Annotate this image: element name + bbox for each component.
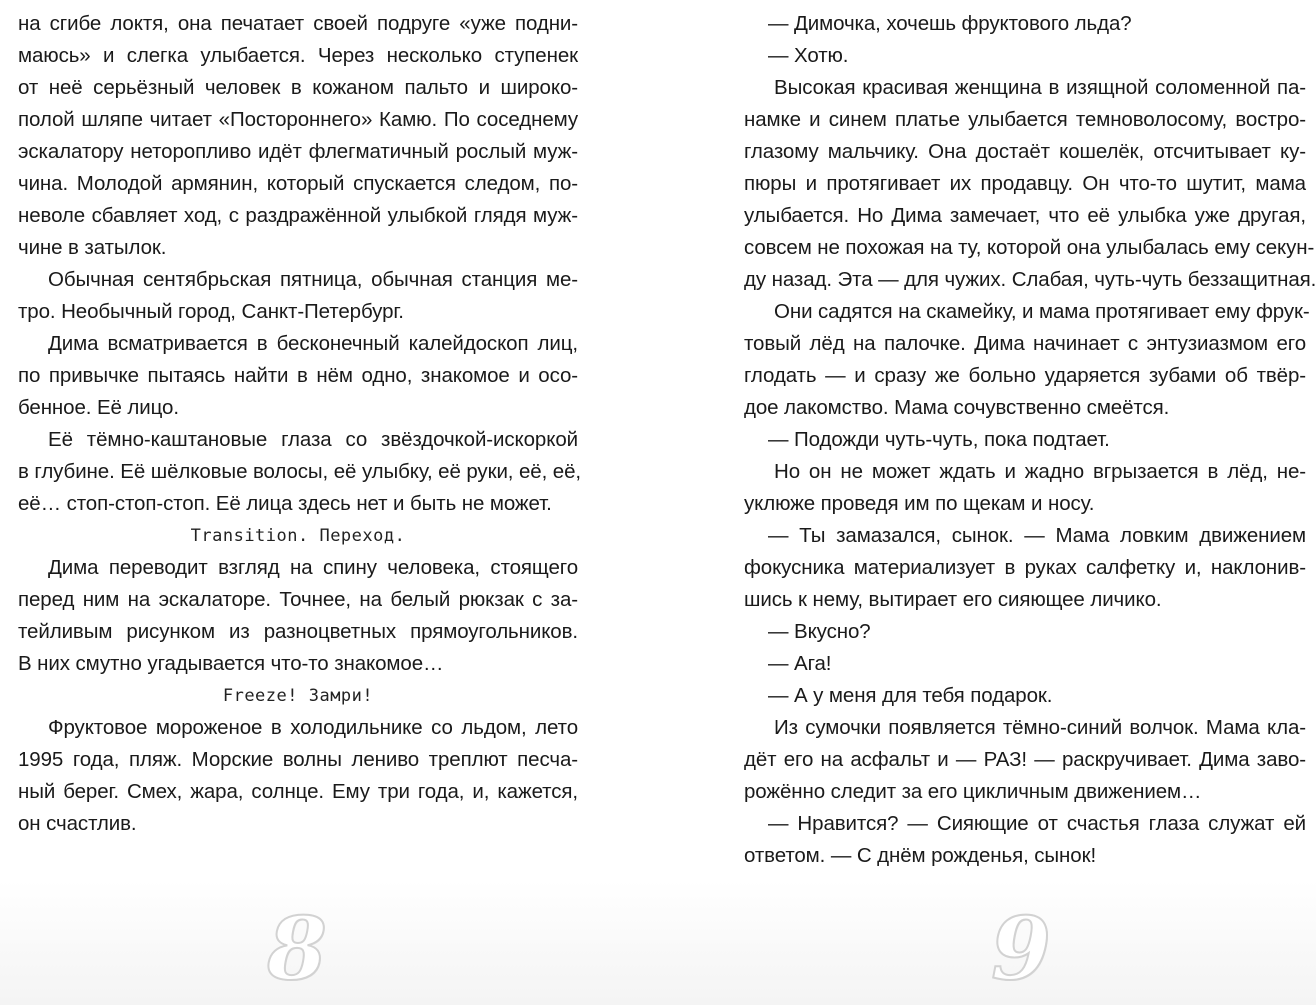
text-line: тро. Необычный город, Санкт-Петербург. xyxy=(18,300,404,323)
text-line: Дима переводит взгляд на спину человека, стоящего xyxy=(48,556,578,579)
text-line: дёт его на асфальт и — РАЗ! — раскручивает. Дима заво- xyxy=(744,748,1306,771)
text-line: Её тёмно-каштановые глаза со звёздочкой-искоркой xyxy=(48,428,578,451)
text-line: намке и синем платье улыбается темноволосому, востро- xyxy=(744,108,1306,131)
text-line: ответом. — С днём рожденья, сынок! xyxy=(744,844,1097,867)
text-line: маюсь» и слегка улыбается. Через несколько ступенек xyxy=(18,44,578,67)
text-line: совсем не похожая на ту, которой она улыбалась ему секун- xyxy=(744,236,1315,259)
text-line: ный берег. Смех, жара, солнце. Ему три года, и, кажется, xyxy=(18,780,578,803)
right-page-text xyxy=(744,8,1316,872)
text-line: глазому мальчику. Она достаёт кошелёк, отсчитывает ку- xyxy=(744,140,1306,163)
page-number-left: 8 xyxy=(267,899,327,1000)
text-line: дое лакомство. Мама сочувственно смеётся. xyxy=(744,396,1170,419)
dialogue-line: — Подожди чуть-чуть, пока подтает. xyxy=(768,428,1110,451)
text-line: перед ним на эскалаторе. Точнее, на белый рюкзак с за- xyxy=(18,588,578,611)
text-line: Дима всматривается в бесконечный калейдоскоп лиц, xyxy=(48,332,578,355)
text-line: улыбается. Но Дима замечает, что её улыбка уже другая, xyxy=(744,204,1306,227)
dialogue-line: — Ты замазался, сынок. — Мама ловким движением xyxy=(768,524,1306,547)
text-line: бенное. Её лицо. xyxy=(18,396,179,419)
dialogue-line: — Ага! xyxy=(768,652,832,675)
text-line: от неё серьёзный человек в кожаном пальто и широко- xyxy=(18,76,578,99)
text-line: чине в затылок. xyxy=(18,236,167,259)
dialogue-line: — Хотю. xyxy=(768,44,849,67)
dialogue-line: — Нравится? — Сияющие от счастья глаза служат ей xyxy=(768,812,1306,835)
section-break-freeze: Freeze! Замри! xyxy=(222,686,374,706)
text-line: Высокая красивая женщина в изящной соломенной па- xyxy=(774,76,1306,99)
text-line: в глубине. Её шёлковые волосы, её улыбку, её руки, её, её, xyxy=(18,460,581,483)
text-line: эскалатору неторопливо идёт флегматичный рослый муж- xyxy=(18,140,578,163)
text-line: В них смутно угадывается что-то знакомое… xyxy=(18,652,444,675)
text-line: тейливым рисунком из разноцветных прямоугольников. xyxy=(18,620,578,643)
text-line: неволе сбавляет ход, с раздражённой улыбкой глядя муж- xyxy=(18,204,578,227)
text-line: товый лёд на палочке. Дима начинает с энтузиазмом его xyxy=(744,332,1306,355)
text-line: Они садятся на скамейку, и мама протягивает ему фрук- xyxy=(774,300,1310,323)
right-page xyxy=(658,0,1316,1005)
text-line: Но он не может ждать и жадно вгрызается в лёд, не- xyxy=(774,460,1306,483)
left-page-text xyxy=(18,8,581,840)
text-line: по привычке пытаясь найти в нём одно, знакомое и осо- xyxy=(18,364,578,387)
text-line: фокусника материализует в руках салфетку и, наклонив- xyxy=(744,556,1306,579)
page-number-right: 9 xyxy=(991,899,1051,1000)
text-line: рожённо следит за его цикличным движением… xyxy=(744,780,1202,803)
text-line: её… стоп-стоп-стоп. Её лица здесь нет и быть не может. xyxy=(18,492,552,515)
text-line: шись к нему, вытирает его сияющее личико. xyxy=(744,588,1162,611)
text-line: он счастлив. xyxy=(18,812,137,835)
text-line: полой шляпе читает «Постороннего» Камю. По соседнему xyxy=(18,108,578,131)
dialogue-line: — Димочка, хочешь фруктового льда? xyxy=(768,12,1132,35)
text-line: на сгибе локтя, она печатает своей подруге «уже подни- xyxy=(18,12,578,35)
text-line: уклюже проведя им по щекам и носу. xyxy=(744,492,1095,515)
text-line: 1995 года, пляж. Морские волны лениво треплют песча- xyxy=(18,748,578,771)
text-line: Обычная сентябрьская пятница, обычная станция ме- xyxy=(48,268,578,291)
text-line: Фруктовое мороженое в холодильнике со льдом, лето xyxy=(48,716,578,739)
section-break-transition: Transition. Переход. xyxy=(190,526,406,546)
dialogue-line: — Вкусно? xyxy=(768,620,871,643)
text-line: ду назад. Эта — для чужих. Слабая, чуть-чуть беззащитная. xyxy=(744,268,1316,291)
text-line: пюры и протягивает их продавцу. Он что-то шутит, мама xyxy=(744,172,1306,195)
text-line: чина. Молодой армянин, который спускается следом, по- xyxy=(18,172,578,195)
text-line: Из сумочки появляется тёмно-синий волчок. Мама кла- xyxy=(774,716,1306,739)
dialogue-line: — А у меня для тебя подарок. xyxy=(768,684,1053,707)
text-line: глодать — и сразу же больно ударяется зубами об твёр- xyxy=(744,364,1306,387)
